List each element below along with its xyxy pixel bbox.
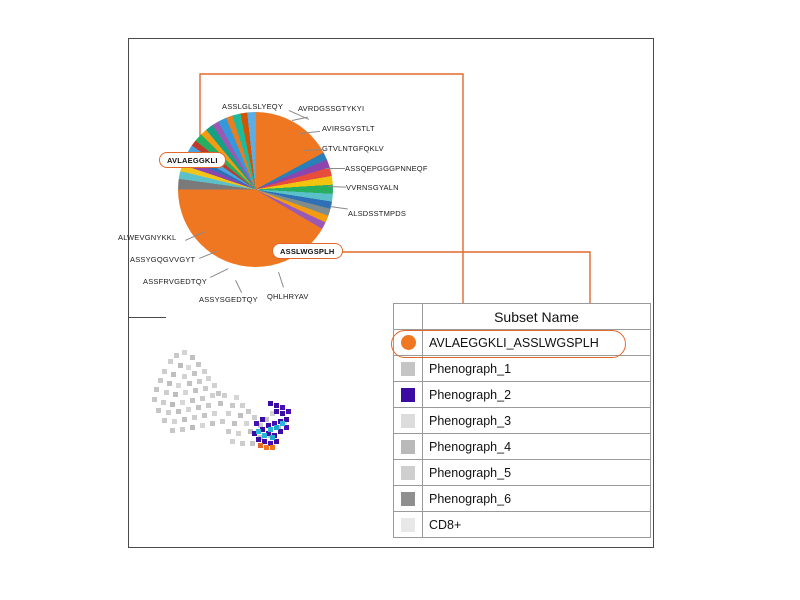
scatter-point xyxy=(182,417,187,422)
scatter-point xyxy=(246,409,251,414)
pie-label-avirsgystlt: AVIRSGYSTLT xyxy=(322,124,375,133)
scatter-point-selected xyxy=(264,445,269,450)
scatter-point xyxy=(226,411,231,416)
legend-table xyxy=(393,303,651,538)
scatter-point-selected xyxy=(270,445,275,450)
scatter-point xyxy=(196,362,201,367)
scatter-point xyxy=(197,379,202,384)
scatter-point xyxy=(202,413,207,418)
scatter-point xyxy=(173,392,178,397)
scatter-point xyxy=(162,418,167,423)
panel-divider xyxy=(128,317,166,318)
scatter-point xyxy=(212,383,217,388)
scatter-point xyxy=(166,410,171,415)
scatter-point xyxy=(236,431,241,436)
scatter-point-highlight xyxy=(262,433,267,438)
scatter-point xyxy=(167,381,172,386)
legend-swatch-cell xyxy=(394,330,423,356)
legend-swatch-cell xyxy=(394,356,423,382)
scatter-point xyxy=(158,378,163,383)
legend-label[interactable]: AVLAEGGKLI_ASSLWGSPLH xyxy=(423,330,651,356)
legend-label[interactable]: Phenograph_3 xyxy=(423,408,651,434)
scatter-point xyxy=(216,391,221,396)
scatter-point xyxy=(192,415,197,420)
scatter-point-phenograph2 xyxy=(268,401,273,406)
legend-row[interactable] xyxy=(394,434,651,460)
legend-row[interactable] xyxy=(394,512,651,538)
scatter-point xyxy=(203,386,208,391)
scatter-point xyxy=(206,403,211,408)
pie-highlight-label-asslwgsplh[interactable]: ASSLWGSPLH xyxy=(272,243,343,259)
scatter-point xyxy=(180,400,185,405)
scatter-point xyxy=(178,363,183,368)
scatter-point xyxy=(156,408,161,413)
scatter-point-phenograph2 xyxy=(280,405,285,410)
scatter-point-phenograph2 xyxy=(256,437,261,442)
scatter-point xyxy=(250,441,255,446)
scatter-point-phenograph2 xyxy=(286,409,291,414)
scatter-point-phenograph2 xyxy=(254,421,259,426)
legend-label[interactable]: Phenograph_2 xyxy=(423,382,651,408)
scatter-point xyxy=(162,369,167,374)
scatter-point xyxy=(190,355,195,360)
scatter-point xyxy=(200,396,205,401)
scatter-point-phenograph2 xyxy=(280,411,285,416)
scatter-point xyxy=(164,390,169,395)
scatter-point xyxy=(190,398,195,403)
legend-label[interactable]: Phenograph_6 xyxy=(423,486,651,512)
legend-header-name: Subset Name xyxy=(423,304,651,330)
scatter-point xyxy=(240,403,245,408)
scatter-point xyxy=(174,353,179,358)
scatter-point xyxy=(240,441,245,446)
pie-label-gtvlntgfqklv: GTVLNTGFQKLV xyxy=(322,144,384,153)
scatter-point xyxy=(200,423,205,428)
scatter-point xyxy=(182,374,187,379)
legend-row[interactable] xyxy=(394,460,651,486)
scatter-plot xyxy=(140,345,325,480)
legend-header-row xyxy=(394,304,651,330)
scatter-point-highlight xyxy=(270,435,275,440)
scatter-point-highlight xyxy=(268,427,273,432)
scatter-point xyxy=(182,350,187,355)
scatter-point xyxy=(210,393,215,398)
scatter-point-highlight xyxy=(274,425,279,430)
scatter-point xyxy=(186,365,191,370)
scatter-point xyxy=(152,397,157,402)
legend-color-swatch-circle xyxy=(401,335,416,350)
scatter-point-selected xyxy=(258,443,263,448)
pie-label-assqepggggpnneqf: ASSQEPGGGPNNEQF xyxy=(345,164,428,173)
legend-label[interactable]: Phenograph_5 xyxy=(423,460,651,486)
legend-color-swatch xyxy=(401,492,415,506)
pie-label-alwevgnykkl: ALWEVGNYKKL xyxy=(118,233,177,242)
scatter-point-highlight xyxy=(280,421,285,426)
scatter-point xyxy=(176,383,181,388)
scatter-point xyxy=(220,419,225,424)
scatter-point xyxy=(222,393,227,398)
pie-label-avrdgssgtykyi: AVRDGSSGTYKYI xyxy=(298,104,365,113)
scatter-point xyxy=(244,421,249,426)
legend-row[interactable] xyxy=(394,356,651,382)
scatter-point xyxy=(168,359,173,364)
legend-color-swatch xyxy=(401,466,415,480)
scatter-point-phenograph2 xyxy=(274,409,279,414)
pie-label-vvrnsgyaln: VVRNSGYALN xyxy=(346,183,399,192)
scatter-point xyxy=(170,402,175,407)
pie-label-assygqgvvgyt: ASSYGQGVVGYT xyxy=(130,255,196,264)
scatter-point-highlight xyxy=(256,429,261,434)
scatter-point xyxy=(170,428,175,433)
legend-row[interactable] xyxy=(394,382,651,408)
scatter-point xyxy=(186,407,191,412)
pie-label-assfrvgedtqy: ASSFRVGEDTQY xyxy=(143,277,207,286)
legend-swatch-cell xyxy=(394,486,423,512)
pie-label-asslglslyeqy: ASSLGLSLYEQY xyxy=(222,102,284,111)
scatter-point xyxy=(161,400,166,405)
legend-swatch-cell xyxy=(394,408,423,434)
scatter-point xyxy=(171,372,176,377)
scatter-point xyxy=(180,427,185,432)
scatter-point xyxy=(196,405,201,410)
legend-header-swatch xyxy=(394,304,423,330)
legend-color-swatch xyxy=(401,518,415,532)
scatter-point xyxy=(226,429,231,434)
scatter-point xyxy=(206,376,211,381)
scatter-point xyxy=(192,371,197,376)
legend-label[interactable]: Phenograph_1 xyxy=(423,356,651,382)
scatter-point xyxy=(238,413,243,418)
scatter-point xyxy=(218,401,223,406)
legend-row[interactable] xyxy=(394,486,651,512)
pie-label-alsdssmtpds: ALSDSSTMPDS xyxy=(348,209,407,218)
scatter-point xyxy=(202,369,207,374)
legend-swatch-cell xyxy=(394,434,423,460)
scatter-point xyxy=(212,411,217,416)
scatter-point xyxy=(230,403,235,408)
scatter-point xyxy=(190,425,195,430)
scatter-point xyxy=(183,390,188,395)
legend-swatch-cell xyxy=(394,460,423,486)
legend-label[interactable]: CD8+ xyxy=(423,512,651,538)
legend-row[interactable] xyxy=(394,330,651,356)
scatter-point-phenograph2 xyxy=(260,417,265,422)
scatter-point xyxy=(232,421,237,426)
pie-label-assysgedtqy: ASSYSGEDTQY xyxy=(199,295,258,304)
legend-color-swatch xyxy=(401,414,415,428)
scatter-point xyxy=(176,409,181,414)
legend-row[interactable] xyxy=(394,408,651,434)
scatter-point xyxy=(172,419,177,424)
scatter-point xyxy=(230,439,235,444)
legend-swatch-cell xyxy=(394,512,423,538)
legend-color-swatch xyxy=(401,388,415,402)
scatter-point xyxy=(154,387,159,392)
legend-color-swatch xyxy=(401,440,415,454)
leader-line xyxy=(325,168,345,169)
pie-highlight-label-avlaeggkli[interactable]: AVLAEGGKLI xyxy=(159,152,226,168)
legend-label[interactable]: Phenograph_4 xyxy=(423,434,651,460)
scatter-point xyxy=(193,388,198,393)
scatter-point xyxy=(187,381,192,386)
pie-label-qhlhryav: QHLHRYAV xyxy=(267,292,309,301)
scatter-point xyxy=(210,421,215,426)
scatter-point xyxy=(252,415,257,420)
scatter-point-phenograph2 xyxy=(274,403,279,408)
scatter-point xyxy=(234,395,239,400)
legend-color-swatch xyxy=(401,362,415,376)
legend-swatch-cell xyxy=(394,382,423,408)
